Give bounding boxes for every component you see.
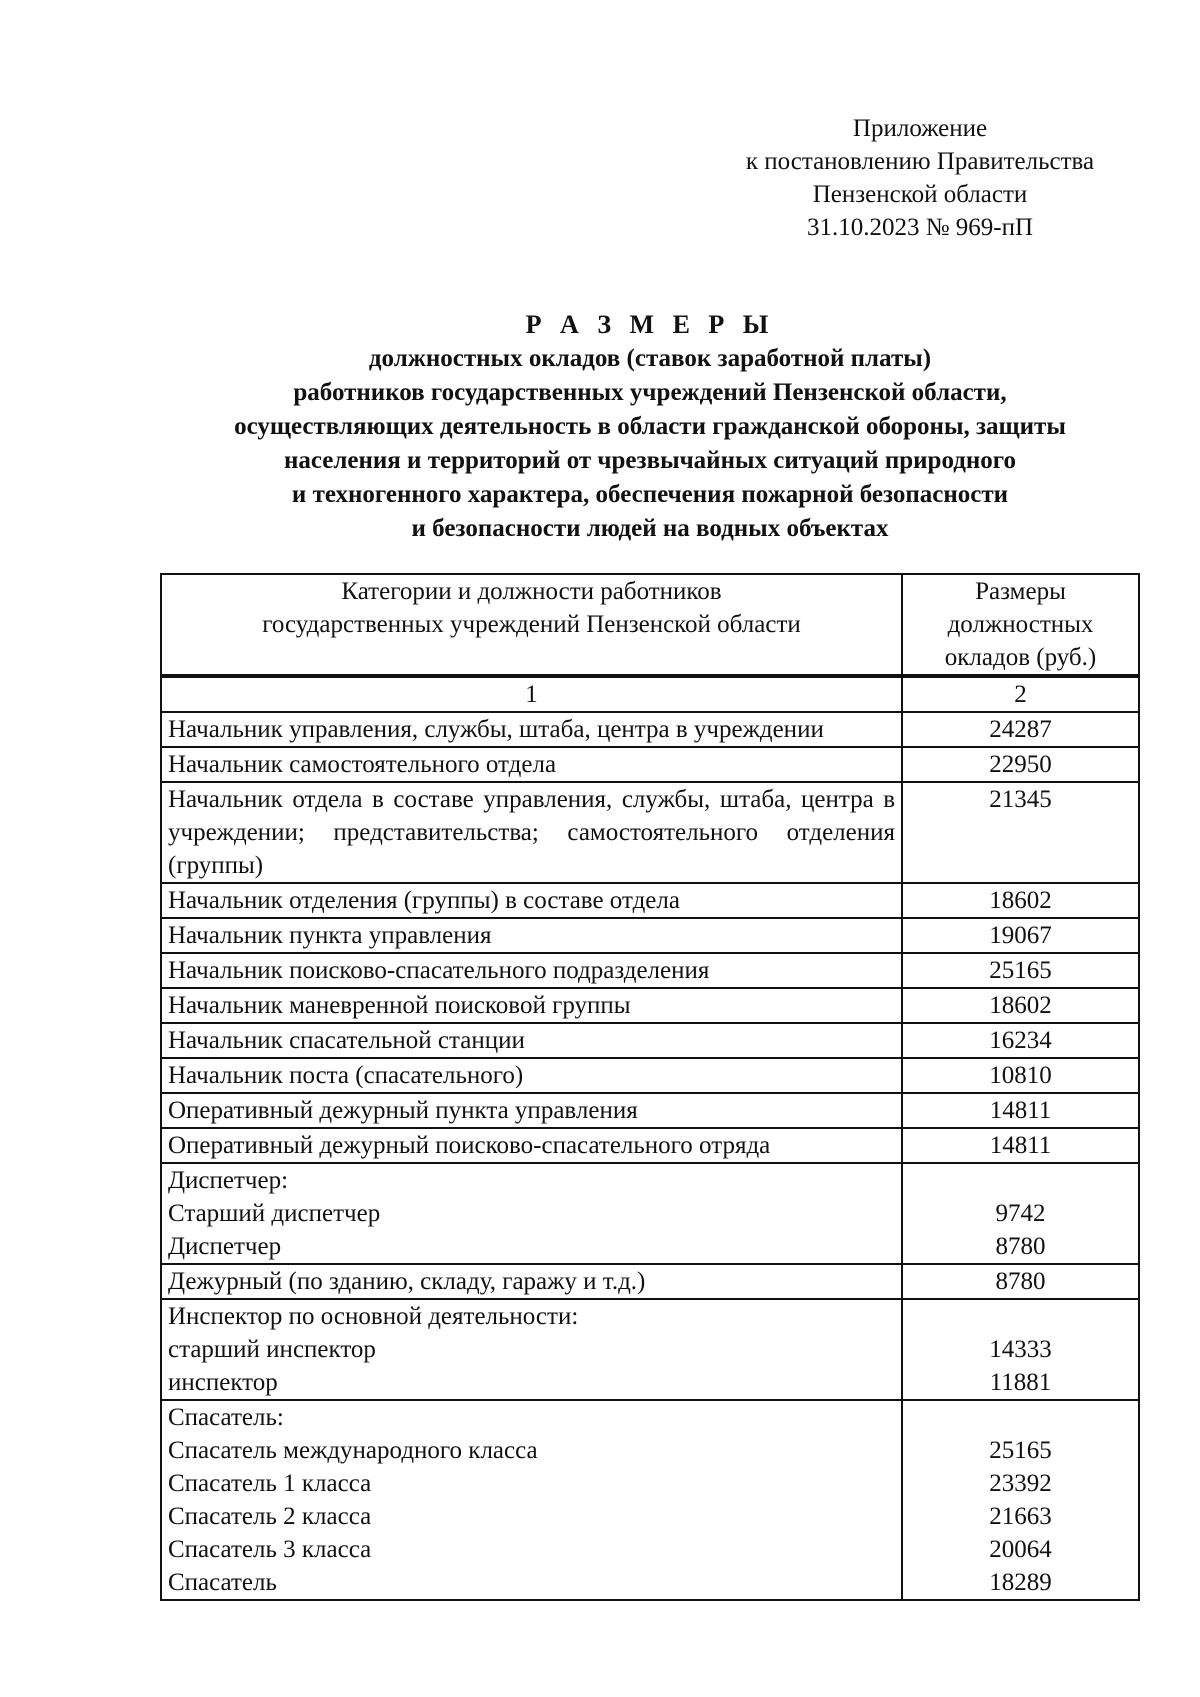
title-line: должностных окладов (ставок заработной платы) bbox=[368, 345, 932, 372]
position-name: Спасатель международного класса bbox=[168, 1437, 538, 1464]
salary-table-body bbox=[161, 677, 1139, 1600]
table-row bbox=[161, 1023, 1139, 1058]
salary-value: 19067 bbox=[989, 922, 1052, 949]
position-cell bbox=[161, 1093, 902, 1128]
appendix-line: Приложение bbox=[852, 115, 988, 142]
header-text: должностных bbox=[947, 611, 1094, 638]
header-col-salaries bbox=[902, 574, 1139, 675]
salary-value: 8780 bbox=[995, 1233, 1046, 1260]
table-row bbox=[161, 953, 1139, 988]
salary-cell bbox=[902, 782, 1139, 883]
salary-cell bbox=[902, 1128, 1139, 1163]
position-name: Спасатель 2 класса bbox=[168, 1503, 372, 1530]
salary-cell bbox=[902, 883, 1139, 918]
position-cell bbox=[161, 1163, 902, 1264]
header-col-positions bbox=[161, 574, 902, 675]
salary-cell bbox=[902, 1023, 1139, 1058]
header-row bbox=[161, 574, 1139, 675]
salary-value: 21663 bbox=[989, 1503, 1052, 1530]
appendix-line: Пензенской области bbox=[812, 181, 1028, 208]
header-text: государственных учреждений Пензенской области bbox=[262, 611, 801, 638]
salary-value: 10810 bbox=[989, 1062, 1052, 1089]
salary-value: 18602 bbox=[989, 992, 1052, 1019]
salary-cell bbox=[902, 1299, 1139, 1400]
appendix-block bbox=[700, 112, 1140, 244]
salary-cell bbox=[902, 918, 1139, 953]
position-name: Спасатель: bbox=[168, 1404, 284, 1431]
table-row bbox=[161, 883, 1139, 918]
position-name: Инспектор по основной деятельности: bbox=[168, 1303, 579, 1330]
table-row bbox=[161, 1093, 1139, 1128]
header-text: Категории и должности работников bbox=[341, 578, 722, 605]
column-number-2: 2 bbox=[902, 677, 1139, 712]
salary-value: 25165 bbox=[989, 1437, 1052, 1464]
position-name: Начальник маневренной поисковой группы bbox=[168, 992, 631, 1019]
salary-cell bbox=[902, 1264, 1139, 1299]
table-row bbox=[161, 1299, 1139, 1400]
table-row bbox=[161, 1128, 1139, 1163]
position-cell bbox=[161, 988, 902, 1023]
position-name: Оперативный дежурный поисково-спасательного отряда bbox=[168, 1132, 771, 1159]
salary-cell bbox=[902, 1163, 1139, 1264]
title-heading: Р А З М Е Р Ы bbox=[525, 310, 775, 339]
position-cell bbox=[161, 782, 902, 883]
position-cell bbox=[161, 1400, 902, 1600]
position-name: Дежурный (по зданию, складу, гаражу и т.д.) bbox=[168, 1268, 646, 1295]
table-row bbox=[161, 1264, 1139, 1299]
table-row bbox=[161, 918, 1139, 953]
salary-value: 14333 bbox=[989, 1336, 1052, 1363]
position-cell bbox=[161, 883, 902, 918]
header-text: окладов (руб.) bbox=[944, 644, 1097, 671]
salary-cell bbox=[902, 1400, 1139, 1600]
salary-value: 14811 bbox=[989, 1132, 1052, 1159]
salary-value: 18289 bbox=[989, 1569, 1052, 1596]
appendix-line: к постановлению Правительства bbox=[745, 148, 1095, 175]
salary-value bbox=[909, 1401, 1132, 1434]
position-name: Спасатель 3 класса bbox=[168, 1536, 372, 1563]
salary-value: 18602 bbox=[989, 887, 1052, 914]
table-row bbox=[161, 712, 1139, 747]
position-cell bbox=[161, 1128, 902, 1163]
salary-value: 25165 bbox=[989, 957, 1052, 984]
title-line: и безопасности людей на водных объектах bbox=[411, 515, 889, 542]
table-row bbox=[161, 1058, 1139, 1093]
salary-cell bbox=[902, 988, 1139, 1023]
position-name: Начальник отдела в составе управления, службы, штаба, центра в учреждении; представительства; самостоятельного отделения (группы) bbox=[168, 786, 895, 879]
salary-value bbox=[909, 1164, 1132, 1197]
salary-value: 23392 bbox=[989, 1470, 1052, 1497]
salary-cell bbox=[902, 1093, 1139, 1128]
table-row bbox=[161, 988, 1139, 1023]
position-name: старший инспектор bbox=[168, 1336, 376, 1363]
salary-cell bbox=[902, 953, 1139, 988]
table-row bbox=[161, 1400, 1139, 1600]
salary-value: 8780 bbox=[995, 1268, 1046, 1295]
position-name: Диспетчер: bbox=[168, 1167, 289, 1194]
title-line: работников государственных учреждений Пензенской области, bbox=[293, 379, 1007, 406]
position-name: Спасатель 1 класса bbox=[168, 1470, 372, 1497]
position-name: Диспетчер bbox=[168, 1233, 282, 1260]
position-name: инспектор bbox=[168, 1369, 278, 1396]
salary-value: 14811 bbox=[989, 1097, 1052, 1124]
position-name: Начальник поисково-спасательного подразделения bbox=[168, 957, 710, 984]
table-row bbox=[161, 747, 1139, 782]
position-cell bbox=[161, 712, 902, 747]
position-name: Оперативный дежурный пункта управления bbox=[168, 1097, 638, 1124]
header-text: Размеры bbox=[975, 578, 1066, 605]
title-line: осуществляющих деятельность в области гражданской обороны, защиты bbox=[234, 413, 1066, 440]
position-cell bbox=[161, 1264, 902, 1299]
position-cell bbox=[161, 1299, 902, 1400]
salary-value: 20064 bbox=[989, 1536, 1052, 1563]
salary-value: 9742 bbox=[995, 1200, 1046, 1227]
salary-value bbox=[909, 1300, 1132, 1333]
title-line: населения и территорий от чрезвычайных ситуаций природного bbox=[283, 447, 1017, 474]
position-name: Начальник спасательной станции bbox=[168, 1027, 525, 1054]
position-cell bbox=[161, 1023, 902, 1058]
position-cell bbox=[161, 918, 902, 953]
salary-value: 11881 bbox=[989, 1369, 1052, 1396]
numbering-row bbox=[161, 677, 1139, 712]
position-name: Начальник управления, службы, штаба, центра в учреждении bbox=[168, 716, 824, 743]
salary-cell bbox=[902, 747, 1139, 782]
position-name: Начальник пункта управления bbox=[168, 922, 492, 949]
column-number-1: 1 bbox=[161, 677, 902, 712]
salary-value: 22950 bbox=[989, 751, 1052, 778]
salary-cell bbox=[902, 712, 1139, 747]
position-name: Начальник самостоятельного отдела bbox=[168, 751, 557, 778]
position-name: Спасатель bbox=[168, 1569, 277, 1596]
salary-value: 21345 bbox=[989, 786, 1052, 813]
position-name: Начальник отделения (группы) в составе отдела bbox=[168, 887, 680, 914]
title-line: и техногенного характера, обеспечения пожарной безопасности bbox=[291, 481, 1009, 508]
position-cell bbox=[161, 747, 902, 782]
position-name: Старший диспетчер bbox=[168, 1200, 381, 1227]
salary-value: 24287 bbox=[989, 716, 1052, 743]
salary-value: 16234 bbox=[989, 1027, 1052, 1054]
salary-table-header bbox=[160, 573, 1140, 676]
salary-cell bbox=[902, 1058, 1139, 1093]
appendix-date-number: 31.10.2023 № 969-пП bbox=[806, 214, 1034, 241]
document-title bbox=[150, 308, 1150, 546]
position-name: Начальник поста (спасательного) bbox=[168, 1062, 524, 1089]
table-row bbox=[161, 782, 1139, 883]
table-row bbox=[161, 1163, 1139, 1264]
salary-table bbox=[160, 676, 1140, 1601]
position-cell bbox=[161, 953, 902, 988]
position-cell bbox=[161, 1058, 902, 1093]
